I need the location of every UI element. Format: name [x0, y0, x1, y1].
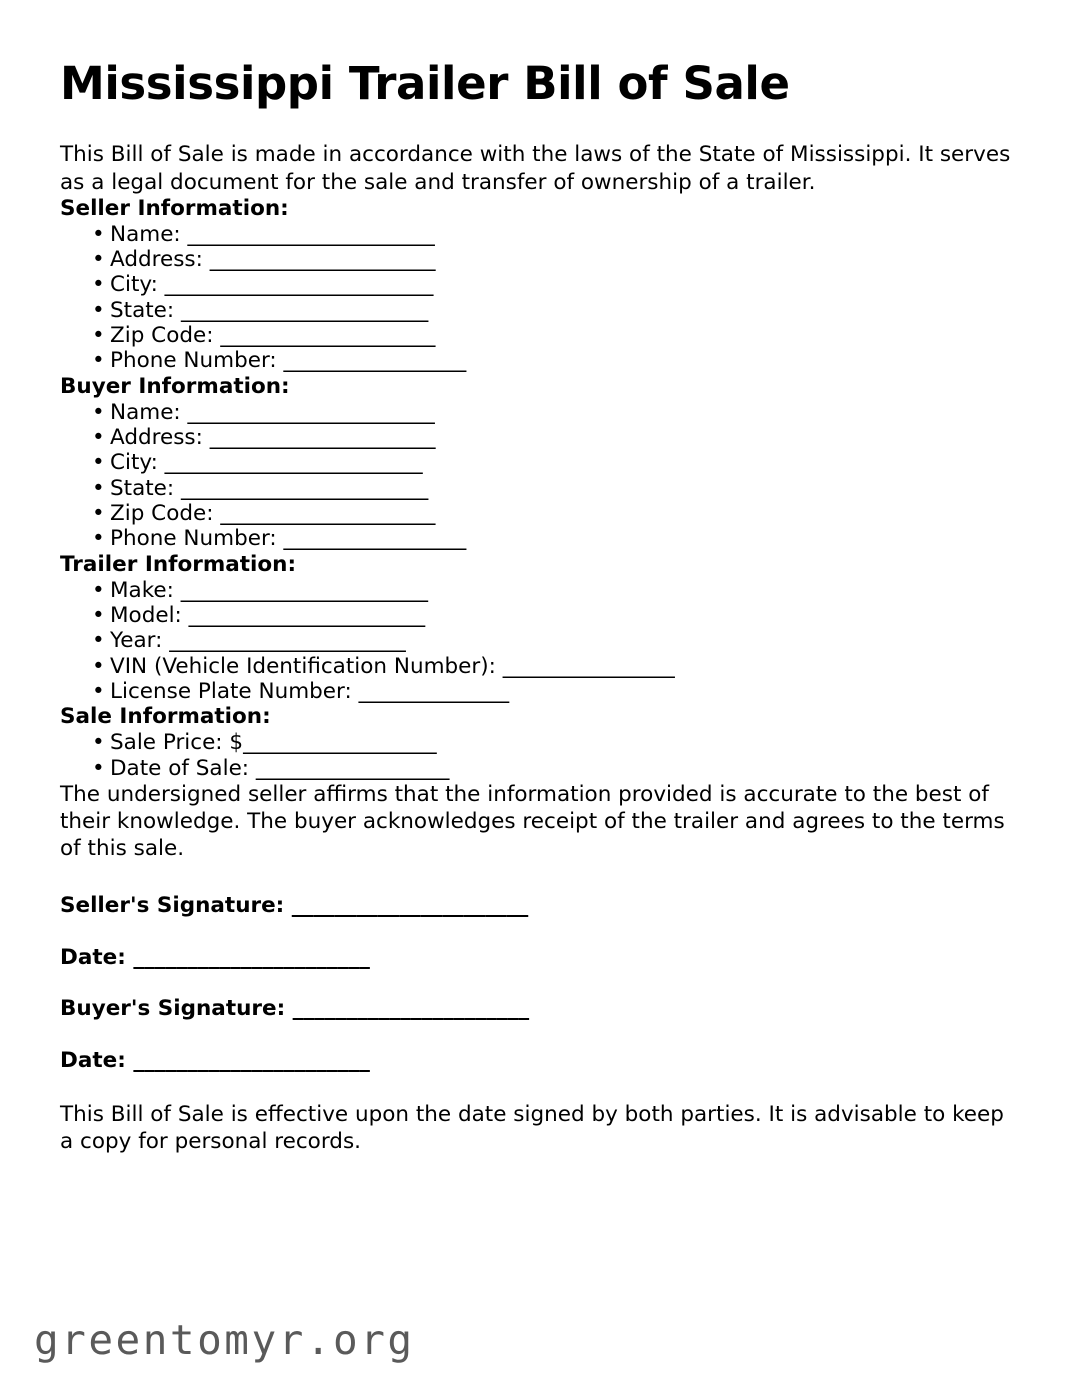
buyer-information-heading: Buyer Information: [60, 373, 290, 399]
field-label: State: [110, 475, 181, 501]
seller-date-blank[interactable]: ______________________ [133, 944, 370, 970]
field-label: Name: [110, 399, 188, 425]
field-blank-line[interactable]: _____________________ [209, 424, 436, 450]
list-item [60, 348, 1015, 373]
field-label: Date of Sale: [110, 755, 256, 781]
field-label: Address: [110, 424, 210, 450]
list-item [60, 501, 1015, 526]
list-item [60, 222, 1015, 247]
bullet-icon: • [92, 247, 105, 272]
seller-signature-line [60, 893, 1015, 919]
field-blank-line[interactable]: __________________ [243, 730, 437, 756]
field-blank-line[interactable]: ________________________ [164, 450, 423, 476]
list-item [60, 476, 1015, 501]
list-item [60, 526, 1015, 551]
field-label: City: [110, 272, 165, 298]
list-item [60, 247, 1015, 272]
list-item [60, 298, 1015, 323]
list-item [60, 425, 1015, 450]
bullet-icon: • [92, 272, 105, 298]
bullet-icon: • [92, 577, 105, 603]
field-label: Year: [110, 628, 170, 654]
list-item [60, 603, 1015, 628]
closing-paragraph: This Bill of Sale is effective upon the date signed by both parties. It is advisable to keep a copy for personal records. [60, 1101, 1004, 1155]
field-blank-line[interactable]: _______________________ [181, 475, 429, 501]
list-item [60, 578, 1015, 603]
field-label: Zip Code: [110, 501, 221, 527]
seller-information-heading: Seller Information: [60, 195, 289, 221]
buyer-signature-label: Buyer's Signature: [60, 996, 293, 1022]
field-label: Name: [110, 221, 188, 247]
field-blank-line[interactable]: ________________ [502, 653, 675, 679]
bullet-icon: • [92, 221, 105, 247]
buyer-information-field-list [60, 400, 1015, 552]
field-blank-line[interactable]: ____________________ [220, 323, 436, 349]
seller-date-line [60, 945, 1015, 971]
page-title: Mississippi Trailer Bill of Sale [60, 57, 790, 110]
field-blank-line[interactable]: ______________________ [188, 602, 426, 628]
field-blank-line[interactable]: __________________ [255, 755, 450, 781]
bullet-icon: • [92, 475, 105, 501]
field-label: License Plate Number: [110, 678, 359, 704]
bullet-icon: • [92, 424, 105, 450]
field-label: Address: [110, 247, 210, 272]
bullet-icon: • [92, 755, 105, 781]
field-blank-line[interactable]: _________________ [283, 526, 467, 552]
field-label: Make: [110, 577, 181, 603]
bullet-icon: • [92, 450, 105, 476]
field-blank-line[interactable]: _______________________ [181, 297, 429, 323]
site-watermark: greentomyr.org [34, 1316, 415, 1364]
list-item [60, 450, 1015, 475]
buyer-date-blank[interactable]: ______________________ [133, 1048, 370, 1074]
field-label: Zip Code: [110, 323, 221, 349]
list-item [60, 628, 1015, 653]
list-item [60, 323, 1015, 348]
seller-signature-label: Seller's Signature: [60, 892, 292, 918]
list-item [60, 730, 1015, 755]
intro-paragraph: This Bill of Sale is made in accordance with the laws of the State of Mississippi. It serves as a legal document for the sale and transfer of ownership of a trailer. [60, 142, 1011, 195]
buyer-date-line [60, 1048, 1015, 1074]
affirmation-paragraph: The undersigned seller affirms that the information provided is accurate to the best of their knowledge. The buyer acknowledges receipt of the trailer and agrees to the terms of this sale. [60, 781, 1005, 862]
seller-signature-blank[interactable]: ______________________ [291, 892, 529, 918]
bullet-icon: • [92, 297, 105, 323]
field-label: Sale Price: $ [110, 730, 244, 756]
bullet-icon: • [92, 730, 105, 756]
bullet-icon: • [92, 602, 105, 628]
bullet-icon: • [92, 501, 105, 527]
field-blank-line[interactable]: ______________________ [169, 628, 406, 654]
trailer-information-heading: Trailer Information: [60, 551, 297, 577]
bullet-icon: • [92, 628, 105, 654]
sale-information-heading: Sale Information: [60, 704, 271, 730]
seller-information-field-list [60, 222, 1015, 374]
bullet-icon: • [92, 526, 105, 552]
buyer-signature-line [60, 996, 1015, 1022]
field-blank-line[interactable]: ____________________ [220, 501, 436, 527]
field-blank-line[interactable]: ______________ [358, 678, 510, 704]
bullet-icon: • [92, 399, 105, 425]
seller-date-label: Date: [60, 944, 134, 970]
list-item [60, 272, 1015, 297]
field-label: Phone Number: [110, 526, 284, 552]
bullet-icon: • [92, 323, 105, 349]
bullet-icon: • [92, 348, 105, 374]
field-label: City: [110, 450, 165, 476]
sale-information-field-list [60, 730, 1015, 781]
field-label: Model: [110, 602, 189, 628]
list-item [60, 756, 1015, 781]
buyer-signature-blank[interactable]: ______________________ [292, 996, 530, 1022]
buyer-date-label: Date: [60, 1048, 134, 1074]
field-blank-line[interactable]: _______________________ [187, 221, 435, 247]
field-label: Phone Number: [110, 348, 284, 374]
bullet-icon: • [92, 653, 105, 679]
document-content [60, 57, 1015, 1156]
field-label: State: [110, 297, 181, 323]
trailer-information-field-list [60, 578, 1015, 705]
field-label: VIN (Vehicle Identification Number): [110, 653, 503, 679]
field-blank-line[interactable]: _______________________ [180, 577, 428, 603]
list-item [60, 679, 1015, 704]
field-blank-line[interactable]: _______________________ [187, 399, 435, 425]
list-item [60, 654, 1015, 679]
field-blank-line[interactable]: _________________________ [164, 272, 434, 298]
list-item [60, 400, 1015, 425]
field-blank-line[interactable]: _________________ [283, 348, 467, 374]
field-blank-line[interactable]: _____________________ [209, 247, 436, 272]
bullet-icon: • [92, 678, 105, 704]
